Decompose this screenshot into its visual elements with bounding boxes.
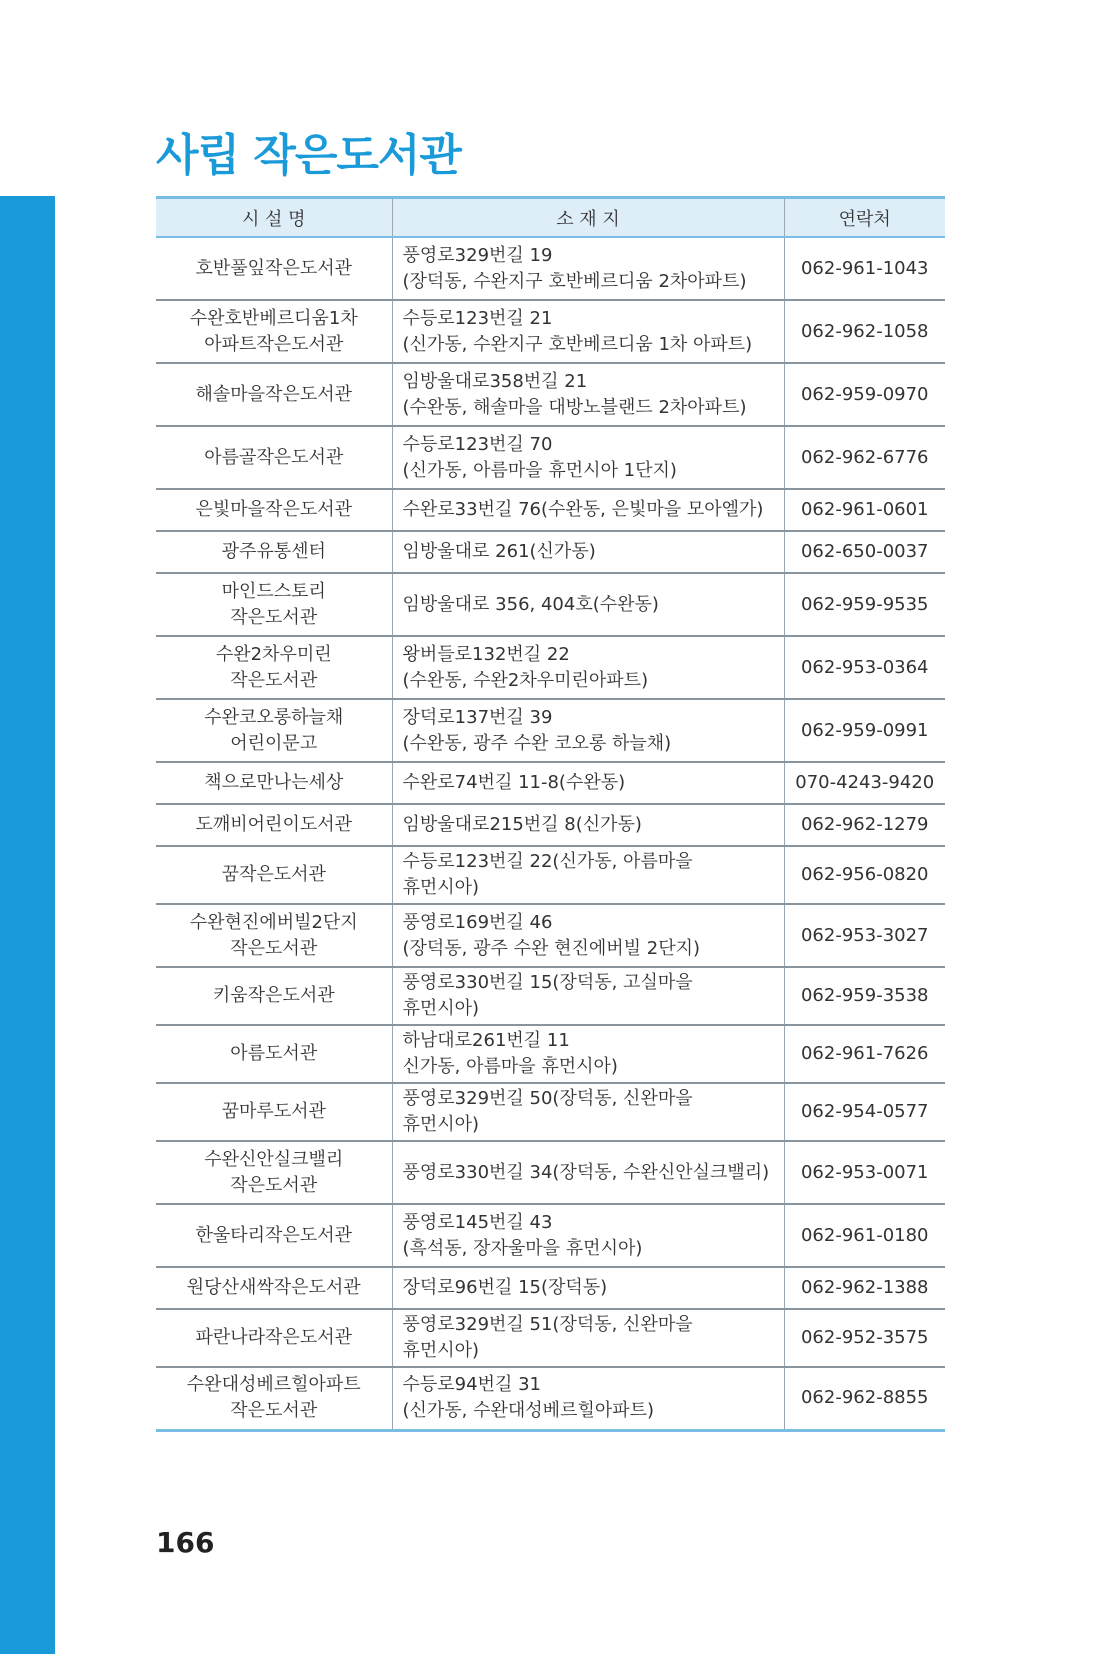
facility-name-cell: [156, 363, 392, 426]
facility-name-line: 꿈마루도서관: [221, 1101, 326, 1122]
address-line: 풍영로169번길 46: [402, 911, 553, 933]
address-line: (흑석동, 장자울마을 휴먼시아): [402, 1237, 643, 1259]
phone-cell: 062-962-1388: [784, 1267, 945, 1309]
table-row: [156, 489, 945, 531]
address-cell: [392, 1267, 784, 1309]
address-cell: [392, 636, 784, 699]
address-cell: [392, 1309, 784, 1367]
facility-name-cell: [156, 237, 392, 300]
facility-name-cell: [156, 1367, 392, 1430]
table-row: [156, 762, 945, 804]
address-line: 임방울대로358번길 21: [402, 370, 588, 392]
facility-name-line: 작은도서관: [230, 669, 318, 691]
address-cell: [392, 699, 784, 762]
address-cell: [392, 531, 784, 573]
facility-name-cell: [156, 967, 392, 1025]
phone-cell: 062-961-0180: [784, 1204, 945, 1267]
address-line: 수등로123번길 22(신가동, 아름마을 휴먼시아): [402, 851, 693, 898]
address-cell: [392, 846, 784, 904]
address-cell: [392, 967, 784, 1025]
facility-name-line: 작은도서관: [230, 1400, 318, 1422]
phone-cell: 062-959-0991: [784, 699, 945, 762]
phone-cell: 062-953-0364: [784, 636, 945, 699]
facility-name-line: 수완코오롱하늘채: [204, 706, 344, 728]
address-line: (장덕동, 수완지구 호반베르디움 2차아파트): [402, 270, 747, 292]
address-line: (수완동, 해솔마을 대방노블랜드 2차아파트): [402, 396, 747, 418]
facility-name-line: 어린이문고: [230, 732, 318, 754]
facility-name-line: 수완호반베르디움1차: [189, 307, 358, 329]
phone-cell: 062-961-0601: [784, 489, 945, 531]
table-row: [156, 531, 945, 573]
address-cell: [392, 300, 784, 363]
phone-cell: 062-954-0577: [784, 1083, 945, 1141]
facility-name-cell: [156, 699, 392, 762]
address-line: 하남대로261번길 11: [402, 1030, 570, 1051]
facility-name-cell: [156, 489, 392, 531]
address-line: 풍영로329번길 51(장덕동, 신완마을 휴먼시아): [402, 1314, 693, 1361]
table-row: [156, 1367, 945, 1430]
address-line: 장덕로96번길 15(장덕동): [402, 1277, 608, 1298]
address-cell: [392, 1025, 784, 1083]
address-line: 임방울대로 356, 404호(수완동): [402, 593, 659, 615]
facility-name-line: 수완현진에버빌2단지: [189, 911, 358, 933]
phone-cell: 062-953-0071: [784, 1141, 945, 1204]
facility-name-cell: [156, 904, 392, 967]
address-line: 풍영로329번길 19: [402, 244, 553, 266]
address-cell: [392, 804, 784, 846]
facility-name-cell: [156, 573, 392, 636]
facility-name-cell: [156, 300, 392, 363]
facility-name-line: 꿈작은도서관: [221, 864, 326, 885]
table-row: [156, 636, 945, 699]
facility-name-cell: [156, 1267, 392, 1309]
address-line: 장덕로137번길 39: [402, 706, 553, 728]
table-row: [156, 573, 945, 636]
phone-cell: 062-962-1279: [784, 804, 945, 846]
address-line: 수완로33번길 76(수완동, 은빛마을 모아엘가): [402, 499, 764, 520]
facility-name-cell: [156, 846, 392, 904]
phone-cell: 062-961-7626: [784, 1025, 945, 1083]
facility-name-cell: [156, 1204, 392, 1267]
table-header-row: [156, 198, 945, 238]
facility-name-line: 수완대성베르힐아파트: [186, 1374, 361, 1396]
table-row: [156, 699, 945, 762]
facility-name-line: 작은도서관: [230, 937, 318, 959]
table-body: [156, 237, 945, 1430]
facility-name-line: 마인드스토리: [221, 580, 326, 602]
facility-name-cell: [156, 426, 392, 489]
address-line: 풍영로145번길 43: [402, 1211, 553, 1233]
facility-name-cell: [156, 1025, 392, 1083]
phone-cell: 062-961-1043: [784, 237, 945, 300]
table-row: [156, 1083, 945, 1141]
facility-name-cell: [156, 1141, 392, 1204]
address-line: (수완동, 광주 수완 코오롱 하늘채): [402, 732, 672, 754]
address-line: 풍영로330번길 15(장덕동, 고실마을 휴먼시아): [402, 972, 693, 1019]
facility-name-line: 한울타리작은도서관: [195, 1224, 352, 1246]
table-row: [156, 1141, 945, 1204]
facility-name-line: 아름도서관: [230, 1043, 318, 1064]
facility-name-line: 해솔마을작은도서관: [195, 383, 352, 405]
facility-name-line: 은빛마을작은도서관: [195, 499, 352, 520]
facility-name-line: 도깨비어린이도서관: [195, 814, 352, 835]
address-line: 수등로123번길 21: [402, 307, 553, 329]
phone-cell: 062-953-3027: [784, 904, 945, 967]
phone-cell: 070-4243-9420: [784, 762, 945, 804]
address-cell: [392, 489, 784, 531]
phone-cell: 062-650-0037: [784, 531, 945, 573]
facility-name-cell: [156, 762, 392, 804]
facility-name-line: 아파트작은도서관: [204, 333, 344, 355]
address-line: (신가동, 수완대성베르힐아파트): [402, 1400, 655, 1422]
page-title: 사립 작은도서관: [156, 130, 461, 181]
table-row: [156, 904, 945, 967]
address-line: 수등로123번길 70: [402, 433, 553, 455]
table-row: [156, 426, 945, 489]
facility-name-cell: [156, 636, 392, 699]
facility-name-line: 책으로만나는세상: [204, 772, 344, 793]
address-cell: [392, 573, 784, 636]
address-cell: [392, 904, 784, 967]
phone-cell: 062-956-0820: [784, 846, 945, 904]
address-cell: [392, 363, 784, 426]
table-row: [156, 804, 945, 846]
facility-name-line: 작은도서관: [230, 606, 318, 628]
page-number: 166: [156, 1526, 215, 1559]
table-row: [156, 300, 945, 363]
side-accent-bar: [0, 196, 55, 1654]
table-row: [156, 1309, 945, 1367]
address-line: 풍영로329번길 50(장덕동, 신완마을 휴먼시아): [402, 1088, 693, 1135]
table-row: [156, 967, 945, 1025]
phone-cell: 062-962-6776: [784, 426, 945, 489]
header-address: 소 재 지: [392, 198, 784, 238]
table-row: [156, 1204, 945, 1267]
address-cell: [392, 237, 784, 300]
address-line: (장덕동, 광주 수완 현진에버빌 2단지): [402, 937, 701, 959]
address-line: 임방울대로215번길 8(신가동): [402, 814, 642, 835]
address-line: 임방울대로 261(신가동): [402, 541, 596, 562]
facility-name-line: 광주유통센터: [221, 541, 326, 562]
facility-name-line: 아름골작은도서관: [204, 446, 344, 468]
phone-cell: 062-959-3538: [784, 967, 945, 1025]
address-cell: [392, 426, 784, 489]
address-cell: [392, 1367, 784, 1430]
facility-name-line: 원당산새싹작은도서관: [186, 1277, 361, 1298]
address-cell: [392, 762, 784, 804]
address-line: 수등로94번길 31: [402, 1374, 541, 1396]
facility-name-line: 키움작은도서관: [212, 985, 335, 1006]
address-line: 수완로74번길 11-8(수완동): [402, 772, 626, 793]
facility-name-line: 수완2차우미린: [215, 643, 332, 665]
address-line: (수완동, 수완2차우미린아파트): [402, 669, 649, 691]
address-line: 신가동, 아름마을 휴먼시아): [402, 1056, 618, 1077]
table-row: [156, 1025, 945, 1083]
facility-name-line: 작은도서관: [230, 1174, 318, 1196]
address-cell: [392, 1204, 784, 1267]
address-line: (신가동, 아름마을 휴먼시아 1단지): [402, 459, 677, 481]
library-directory-table: [156, 196, 945, 1432]
facility-name-line: 수완신안실크밸리: [204, 1148, 344, 1170]
phone-cell: 062-959-9535: [784, 573, 945, 636]
facility-name-cell: [156, 1309, 392, 1367]
phone-cell: 062-952-3575: [784, 1309, 945, 1367]
phone-cell: 062-962-8855: [784, 1367, 945, 1430]
facility-name-cell: [156, 1083, 392, 1141]
header-contact: 연락처: [784, 198, 945, 238]
address-line: 왕버들로132번길 22: [402, 643, 570, 665]
facility-name-line: 파란나라작은도서관: [195, 1327, 352, 1348]
address-line: (신가동, 수완지구 호반베르디움 1차 아파트): [402, 333, 753, 355]
facility-name-line: 호반풀잎작은도서관: [195, 257, 352, 279]
address-line: 풍영로330번길 34(장덕동, 수완신안실크밸리): [402, 1161, 770, 1183]
table-row: [156, 1267, 945, 1309]
table-row: [156, 363, 945, 426]
header-facility-name: 시 설 명: [156, 198, 392, 238]
address-cell: [392, 1141, 784, 1204]
address-cell: [392, 1083, 784, 1141]
table-row: [156, 237, 945, 300]
table-row: [156, 846, 945, 904]
facility-name-cell: [156, 531, 392, 573]
phone-cell: 062-959-0970: [784, 363, 945, 426]
phone-cell: 062-962-1058: [784, 300, 945, 363]
facility-name-cell: [156, 804, 392, 846]
